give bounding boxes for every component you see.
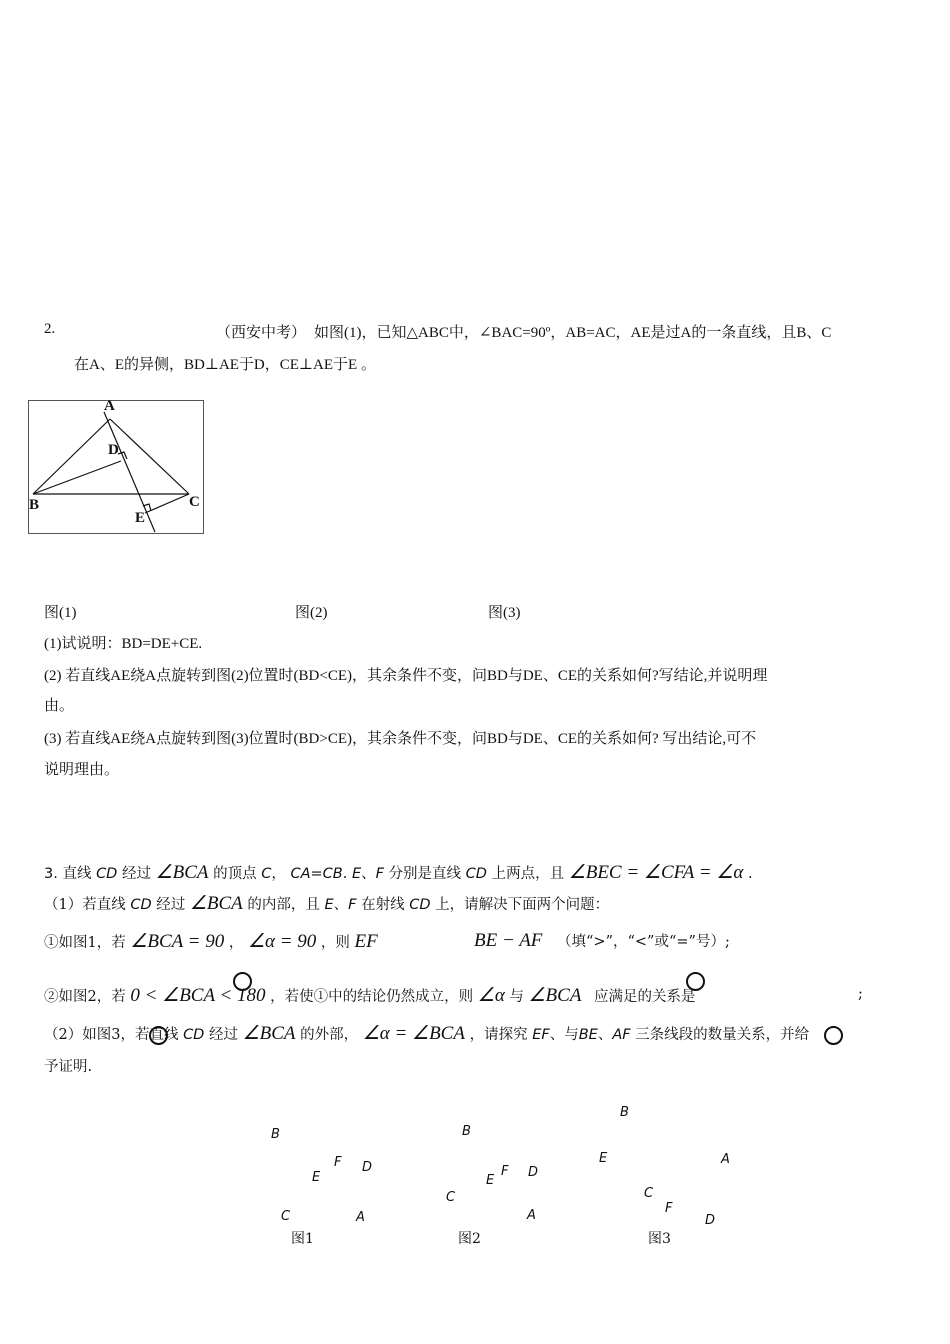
fig3-caption: 图3 [648,1231,671,1247]
q2-part2-line1: (2) 若直线AE绕A点旋转到图(2)位置时(BD<CE)，其余条件不变，问BD与DE、CE的关系如何?写结论,并说明理 [44,668,768,684]
fig1-point-A: A [356,1210,365,1225]
degree-mark-circle [686,972,705,991]
fig2-point-F: F [501,1164,509,1179]
q2-part2-line2: 由。 [44,698,75,714]
q3-sub1-tail: BE − AF （填“>”，“<”或“=”号）; [474,930,730,951]
fig3-point-B: B [620,1105,629,1120]
fig1-point-F: F [334,1155,342,1170]
fig1-point-C: C [281,1209,291,1224]
fig1-label-C: C [189,494,200,510]
q2-source: （西安中考） [216,325,307,341]
q3-part2-line2: 予证明. [44,1059,93,1075]
fig2-caption: 图2 [458,1231,481,1247]
fig1-label-B: B [29,497,40,513]
fig1-label-E: E [135,510,146,526]
degree-mark-circle [824,1026,843,1045]
caption-fig-3: 图(3) [488,605,521,621]
fig1-point-E: E [312,1170,321,1185]
caption-fig-2: 图(2) [295,605,328,621]
q2-stem-line1: 如图(1)，已知△ABC中，∠BAC=90º，AB=AC，AE是过A的一条直线，且B、C [314,325,832,341]
q3-part2: （2）如图3，若直线 CD 经过 ∠BCA 的外部， ∠α = ∠BCA ，请探究 EF、与BE、AF 三条线段的数量关系，并给 [44,1023,810,1044]
q3-sub2: ②如图2，若 0 < ∠BCA < 180 ，若使①中的结论仍然成立，则 ∠α 与 ∠BCA 应满足的关系是 [44,985,696,1006]
fig3-point-D: D [705,1213,716,1228]
fig1-label-D: D [108,442,119,458]
q2-part1: (1)试说明：BD=DE+CE. [44,636,203,652]
fig2-point-E: E [486,1173,495,1188]
fig3-point-E: E [599,1151,608,1166]
fig2-point-A: A [527,1208,536,1223]
fig1-label-A: A [104,398,115,414]
fig3-point-A: A [721,1152,730,1167]
fig2-point-C: C [446,1190,456,1205]
q2-number: 2. [44,321,56,337]
fig1-point-B: B [271,1127,280,1142]
q3-sub2-end: ; [858,986,863,1002]
degree-mark-circle [233,972,252,991]
q3-line1: 3. 直线 CD 经过 ∠BCA 的顶点 C， CA=CB. E、F 分别是直线 CD 上两点，且 ∠BEC = ∠CFA = ∠α . [44,862,753,883]
fig1-caption: 图1 [291,1231,314,1247]
fig2-point-D: D [528,1165,539,1180]
degree-mark-circle [149,1026,168,1045]
q2-stem-line2: 在A、E的异侧，BD⊥AE于D，CE⊥AE于E 。 [74,357,376,373]
q2-part3-line1: (3) 若直线AE绕A点旋转到图(3)位置时(BD>CE)，其余条件不变，问BD与DE、CE的关系如何? 写出结论,可不 [44,731,757,747]
q2-figure-1 [28,400,205,536]
fig3-point-F: F [665,1201,673,1216]
fig3-point-C: C [644,1186,654,1201]
q2-part3-line2: 说明理由。 [44,762,120,778]
fig1-point-D: D [362,1160,373,1175]
q3-sub1: ①如图1，若 ∠BCA = 90 ， ∠α = 90 ，则 EF [44,931,378,952]
caption-fig-1: 图(1) [44,605,77,621]
q3-part1: （1）若直线 CD 经过 ∠BCA 的内部，且 E、F 在射线 CD 上，请解决下面两个问题： [44,893,610,914]
fig2-point-B: B [462,1124,471,1139]
